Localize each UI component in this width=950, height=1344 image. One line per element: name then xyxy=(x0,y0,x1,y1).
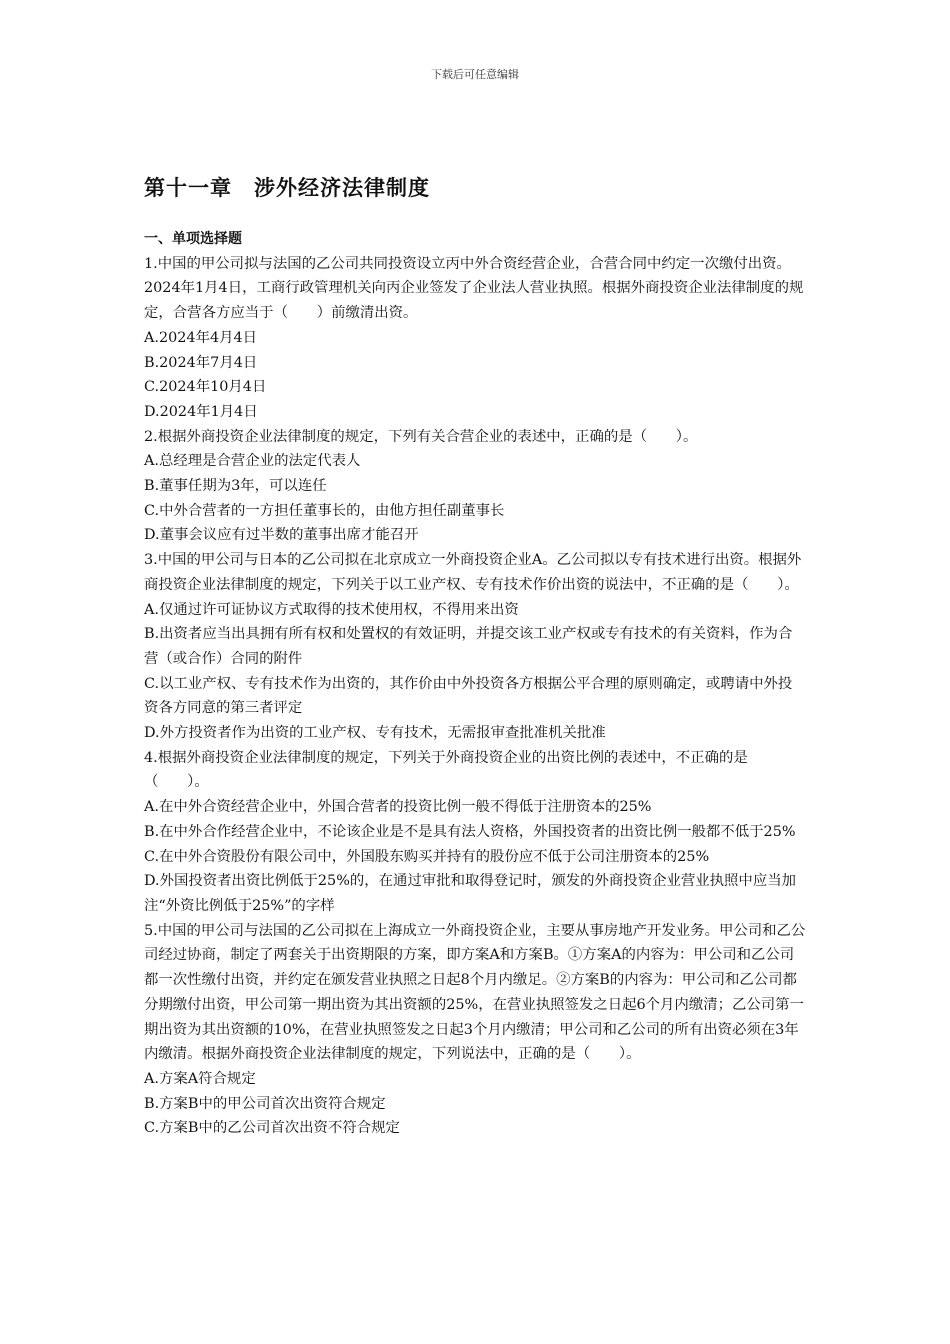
option-a: A.总经理是合营企业的法定代表人 xyxy=(144,453,361,470)
header-note: 下载后可任意编辑 xyxy=(431,68,519,81)
option-c: C.以工业产权、专有技术作为出资的，其作价由中外投资各方根据公平合理的原则确定，或聘请中外投资各方同意的第三者评定 xyxy=(144,675,793,717)
option-c: C.在中外合资股份有限公司中，外国股东购买并持有的股份应不低于公司注册资本的25% xyxy=(144,848,710,865)
option-a: A.仅通过许可证协议方式取得的技术使用权，不得用来出资 xyxy=(144,601,519,618)
option-a: A.在中外合资经营企业中，外国合营者的投资比例一般不得低于注册资本的25% xyxy=(144,799,652,816)
section-heading: 一、单项选择题 xyxy=(144,231,242,247)
option-b: B.2024年7月4日 xyxy=(144,354,258,371)
question-stem: 4.根据外商投资企业法律制度的规定，下列关于外商投资企业的出资比例的表述中，不正确的是（ ）。 xyxy=(144,749,748,791)
option-d: D.外国投资者出资比例低于25%的，在通过审批和取得登记时，颁发的外商投资企业营业执照中应当加注“外资比例低于25%”的字样 xyxy=(144,873,796,914)
option-c: C.2024年10月4日 xyxy=(144,379,267,396)
question-stem: 2.根据外商投资企业法律制度的规定，下列有关合营企业的表述中，正确的是（ ）。 xyxy=(144,428,698,445)
question-stem: 5.中国的甲公司与法国的乙公司拟在上海成立一外商投资企业，主要从事房地产开发业务。甲公司和乙公司经过协商，制定了两套关于出资期限的方案，即方案A和方案B。①方案A的内容为：甲公司和乙公司都一次性缴付出资，并约定在颁发营业执照之日起8个月内缴足。②方案B的内容为：甲公司和乙公司都分期缴付出资，甲公司第一期出资为其出资额的25%，在营业执照签发之日起6个月内缴清；乙公司第一期出资为其出资额的10%，在营业执照签发之日起3个月内缴清；甲公司和乙公司的所有出资必须在3年内缴清。根据外商投资企业法律制度的规定，下列说法中，正确的是（ ）。 xyxy=(144,922,806,1063)
option-b: B.董事任期为3年，可以连任 xyxy=(144,478,327,495)
question-stem: 3.中国的甲公司与日本的乙公司拟在北京成立一外商投资企业A。乙公司拟以专有技术进行出资。根据外商投资企业法律制度的规定，下列关于以工业产权、专有技术作价出资的说法中，不正确的是（ ）。 xyxy=(144,552,802,593)
option-b: B.在中外合作经营企业中，不论该企业是不是具有法人资格，外国投资者的出资比例一般都不低于25% xyxy=(144,823,796,840)
option-d: D.董事会议应有过半数的董事出席才能召开 xyxy=(144,527,419,544)
option-c: C.中外合营者的一方担任董事长的，由他方担任副董事长 xyxy=(144,502,505,519)
option-b: B.出资者应当出具拥有所有权和处置权的有效证明，并提交该工业产权或专有技术的有关资料，作为合营（或合作）合同的附件 xyxy=(144,626,793,667)
question-stem: 1.中国的甲公司拟与法国的乙公司共同投资设立丙中外合资经营企业，合营合同中约定一次缴付出资。2024年1月4日，工商行政管理机关向丙企业签发了企业法人营业执照。根据外商投资企业法律制度的规定，合营各方应当于（ ）前缴清出资。 xyxy=(144,255,804,322)
option-d: D.2024年1月4日 xyxy=(144,403,258,420)
option-a: A.方案A符合规定 xyxy=(144,1070,256,1087)
chapter-title: 第十一章 涉外经济法律制度 xyxy=(144,176,430,200)
option-c: C.方案B中的乙公司首次出资不符合规定 xyxy=(144,1120,400,1137)
question-content xyxy=(144,227,806,1141)
option-d: D.外方投资者作为出资的工业产权、专有技术，无需报审查批准机关批准 xyxy=(144,725,606,742)
option-a: A.2024年4月4日 xyxy=(144,329,258,346)
option-b: B.方案B中的甲公司首次出资符合规定 xyxy=(144,1095,386,1112)
